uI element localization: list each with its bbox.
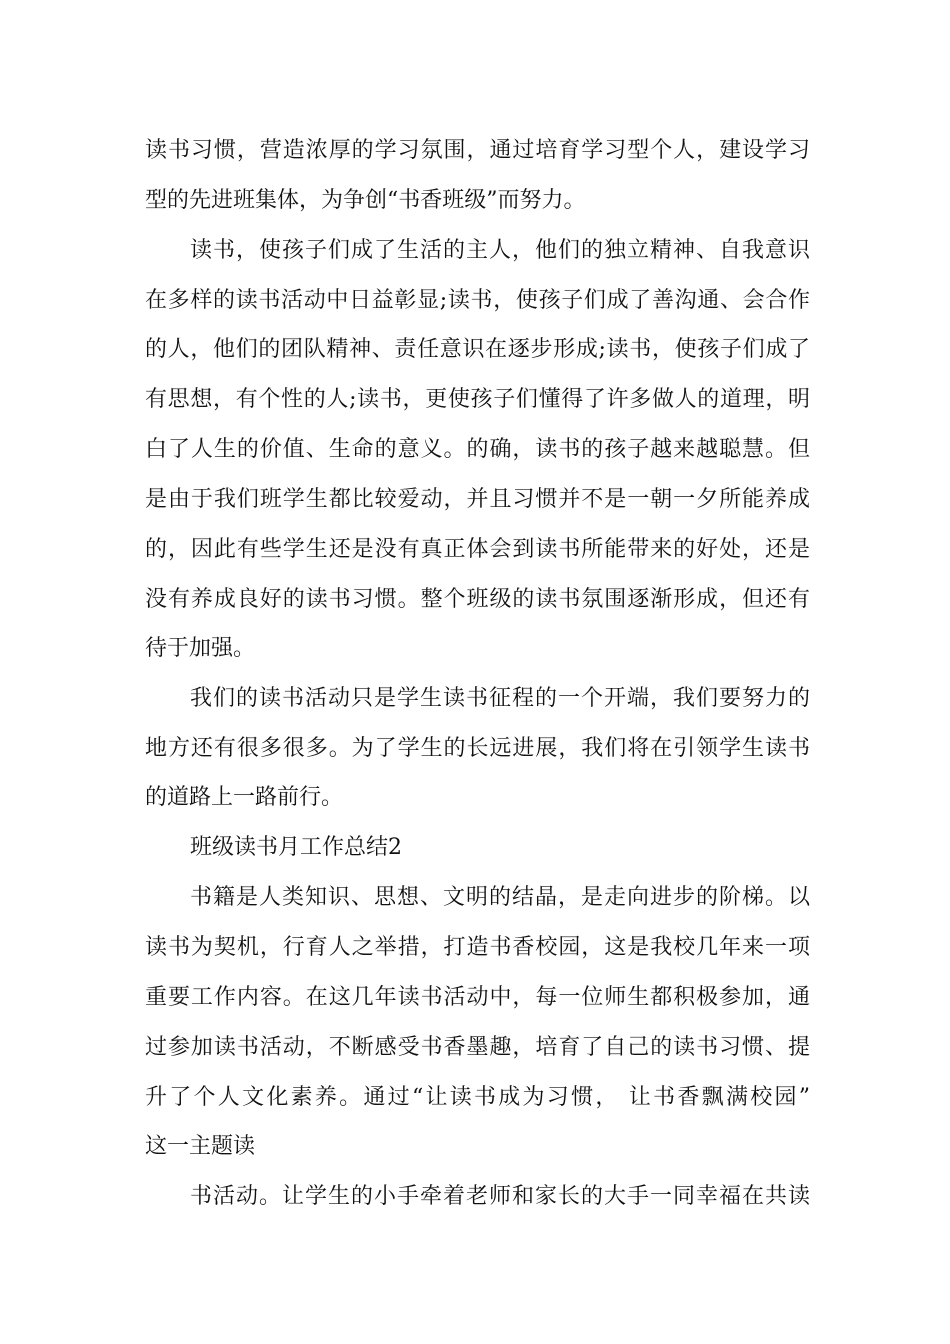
- paragraph-line: 的，因此有些学生还是没有真正体会到读书所能带来的好处，还是: [145, 537, 810, 562]
- paragraph-line: 读书习惯，营造浓厚的学习氛围，通过培育学习型个人，建设学习: [145, 138, 810, 163]
- paragraph-line: 书活动。让学生的小手牵着老师和家长的大手一同幸福在共读: [190, 1184, 810, 1209]
- paragraph-line: 重要工作内容。在这几年读书活动中，每一位师生都积极参加，通: [145, 985, 810, 1010]
- section-heading: 班级读书月工作总结2: [190, 835, 402, 860]
- paragraph-line: 没有养成良好的读书习惯。整个班级的读书氛围逐渐形成，但还有: [145, 587, 810, 612]
- paragraph-line: 地方还有很多很多。为了学生的长远进展，我们将在引领学生读书: [145, 736, 810, 761]
- paragraph-line: 我们的读书活动只是学生读书征程的一个开端，我们要努力的: [190, 686, 810, 711]
- paragraph-line: 的道路上一路前行。: [145, 785, 344, 810]
- paragraph-line: 型的先进班集体，为争创“书香班级”而努力。: [145, 188, 586, 213]
- paragraph-line: 是由于我们班学生都比较爱动，并且习惯并不是一朝一夕所能养成: [145, 487, 810, 512]
- paragraph-line: 书籍是人类知识、思想、文明的结晶，是走向进步的阶梯。以: [190, 885, 810, 910]
- paragraph-line: 在多样的读书活动中日益彰显;读书，使孩子们成了善沟通、会合作: [145, 288, 810, 313]
- paragraph-line: 白了人生的价值、生命的意义。的确，读书的孩子越来越聪慧。但: [145, 437, 810, 462]
- paragraph-line: 过参加读书活动，不断感受书香墨趣，培育了自己的读书习惯、提: [145, 1035, 810, 1060]
- paragraph-line: 待于加强。: [145, 636, 256, 661]
- paragraph-line: 的人，他们的团队精神、责任意识在逐步形成;读书，使孩子们成了: [145, 337, 810, 362]
- paragraph-line: 这一主题读: [145, 1134, 256, 1159]
- paragraph-line: 有思想，有个性的人;读书，更使孩子们懂得了许多做人的道理，明: [145, 387, 810, 412]
- paragraph-line: 读书为契机，行育人之举措，打造书香校园，这是我校几年来一项: [145, 935, 810, 960]
- paragraph-line: 读书，使孩子们成了生活的主人，他们的独立精神、自我意识: [190, 238, 810, 263]
- paragraph-line: 升了个人文化素养。通过“让读书成为习惯， 让书香飘满校园”: [145, 1085, 810, 1110]
